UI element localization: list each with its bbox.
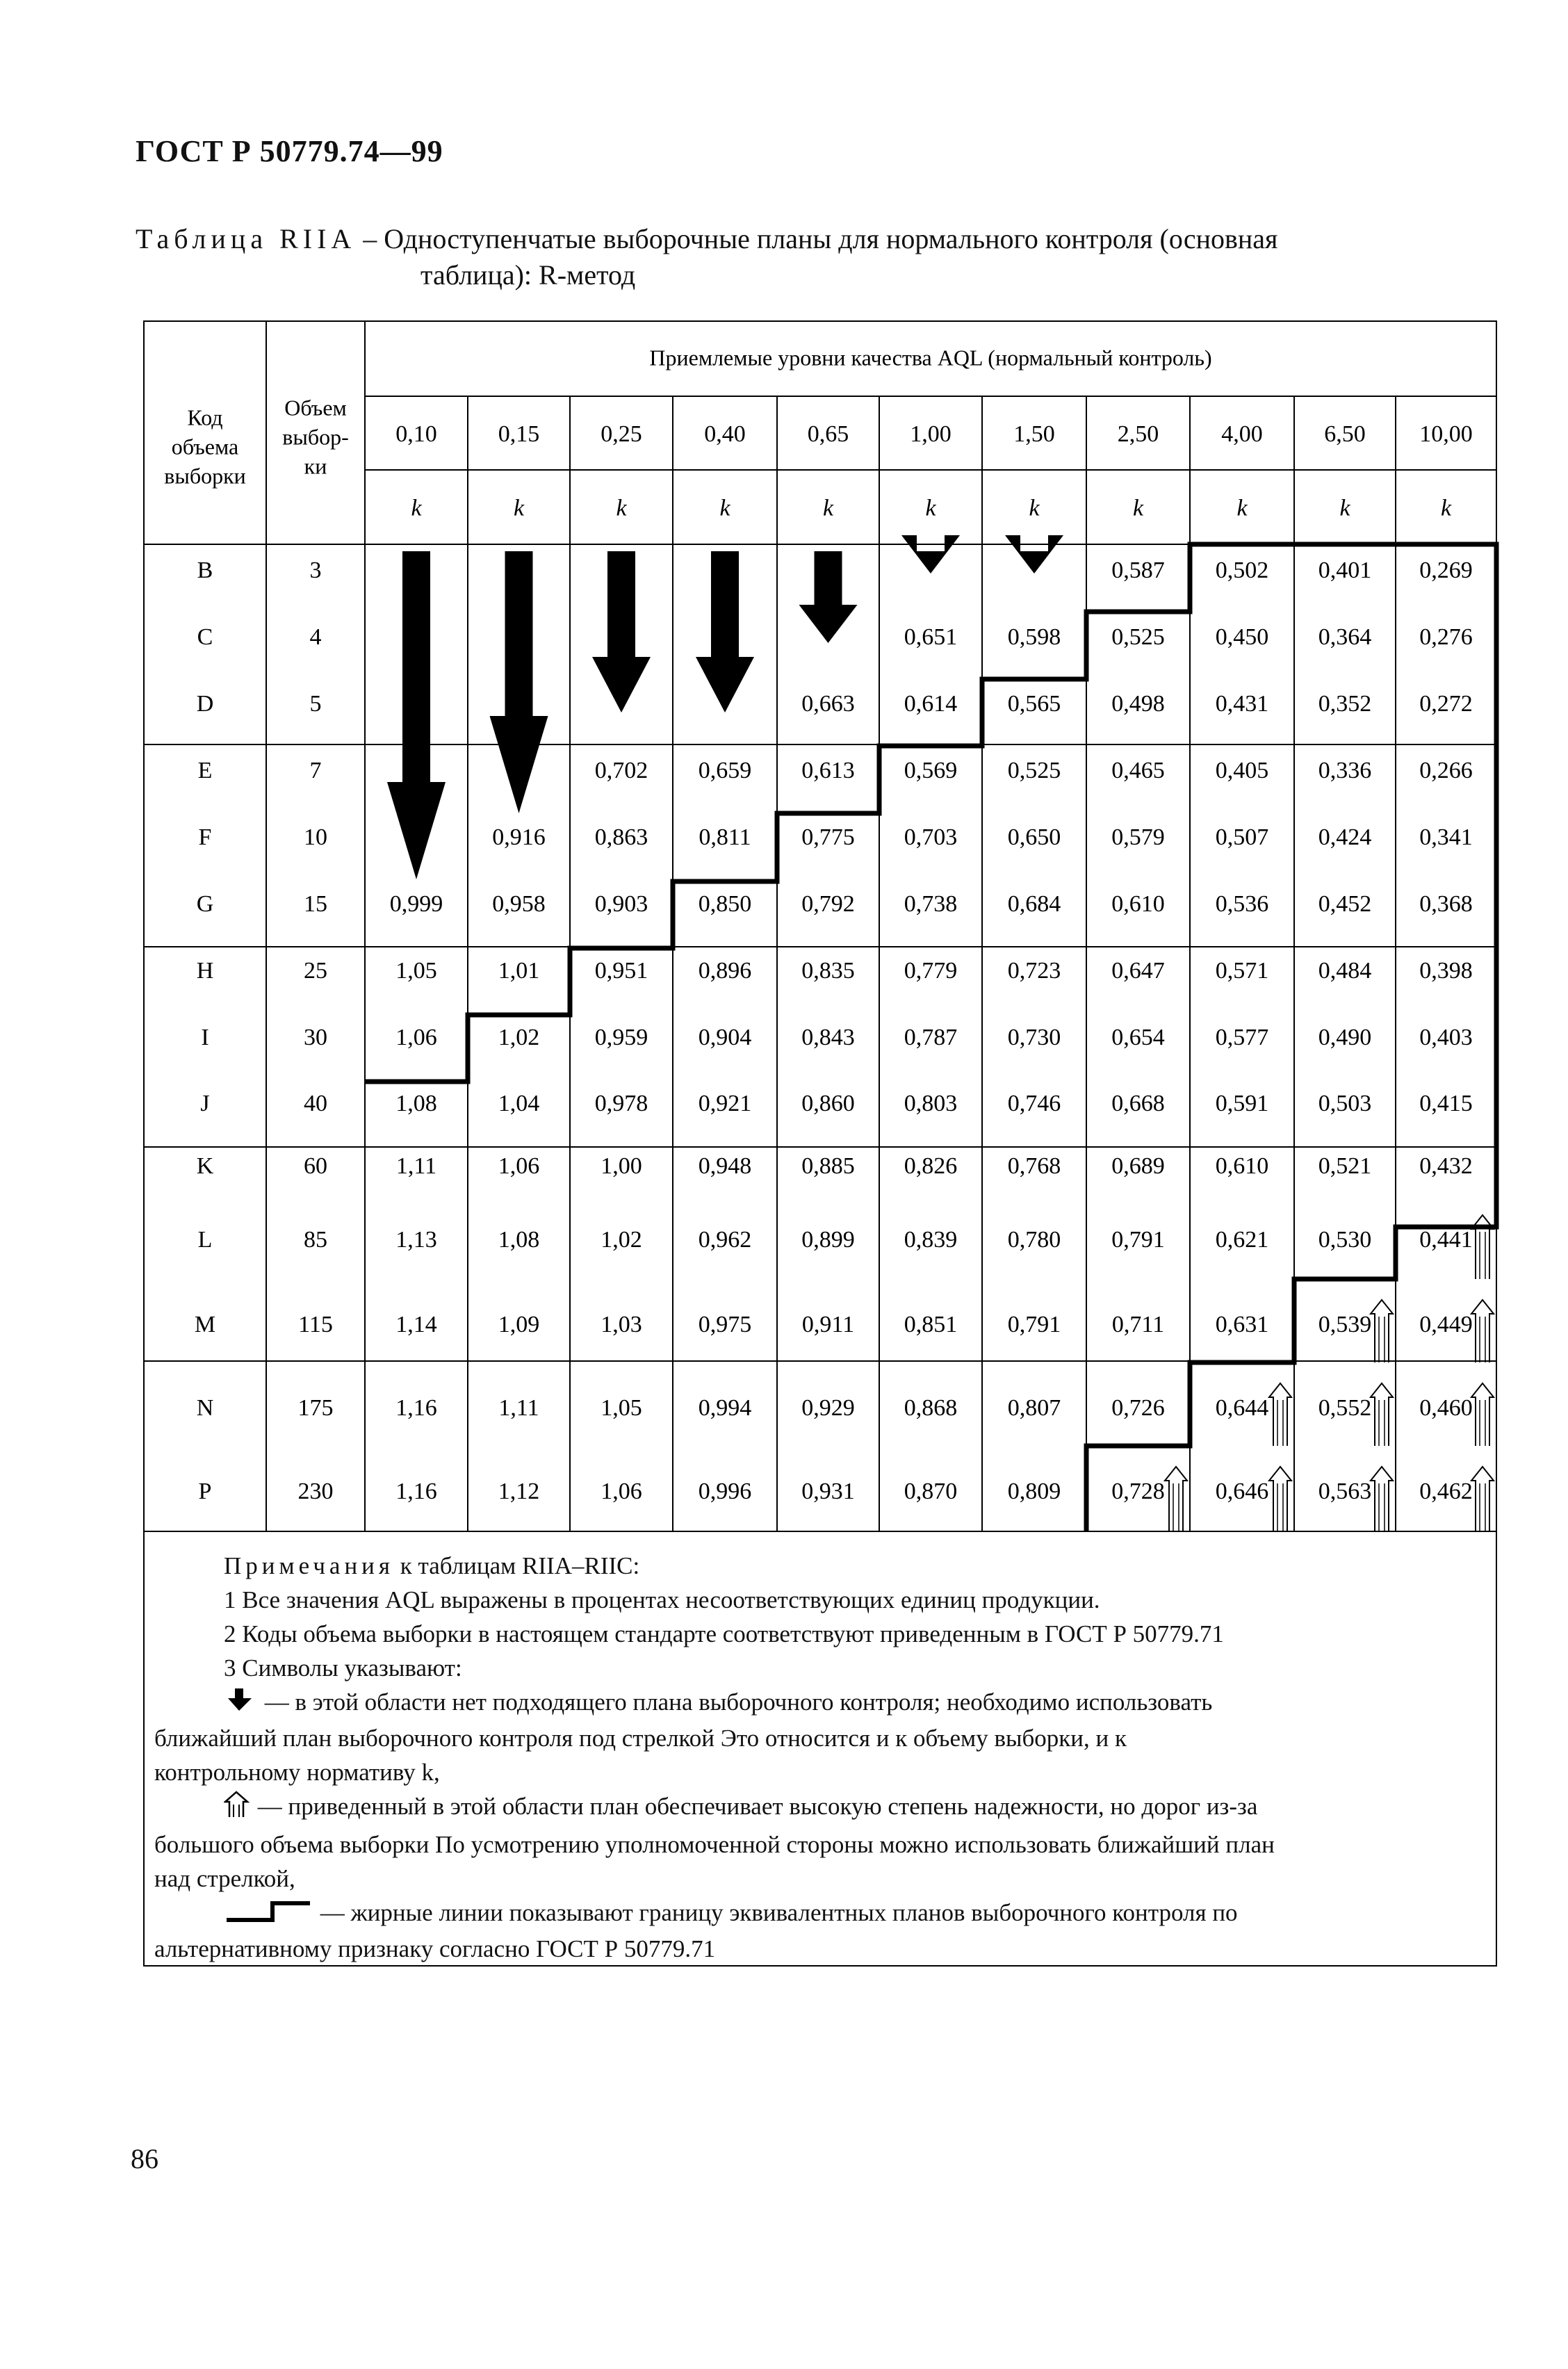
k-value: 0,791 [1111,1226,1165,1253]
down-arrow-icon [696,551,754,713]
aql-level: 0,65 [807,421,849,447]
up-arrow-icon [1277,1483,1283,1531]
k-value: 0,525 [1111,624,1165,650]
aql-level: 6,50 [1324,421,1366,447]
code-header: Код [187,405,223,430]
k-value: 0,951 [594,957,648,984]
caption-lead: Таблица RIIA [136,223,357,254]
row-size: 15 [304,890,327,917]
down-arrow-icon [490,551,548,813]
notes-title [154,1549,1506,1583]
row-code: M [194,1311,216,1337]
k-value: 0,931 [801,1478,855,1504]
note-symbol-boundary-text-b: альтернативному признаку согласно ГОСТ Р 50779.71 [154,1935,716,1963]
note-symbol-down [154,1685,1506,1721]
k-value: 0,432 [1419,1153,1473,1179]
row-size: 115 [298,1311,333,1337]
aql-level: 10,00 [1419,421,1473,447]
k-value: 0,711 [1111,1311,1165,1337]
aql-level: 0,25 [601,421,642,447]
k-value: 0,269 [1419,557,1473,583]
k-value: 1,16 [395,1394,437,1421]
k-value: 0,403 [1419,1024,1473,1050]
up-arrow-icon [1371,1300,1393,1362]
row-code: D [196,690,214,717]
k-label: k [1236,495,1248,521]
k-value: 0,569 [904,757,958,783]
k-value: 0,368 [1419,890,1473,917]
k-value: 0,929 [801,1394,855,1421]
up-arrow-icon [1371,1467,1393,1531]
k-value: 0,651 [904,624,958,650]
k-value: 0,502 [1215,557,1269,583]
k-value: 0,811 [699,824,751,850]
k-value: 0,996 [698,1478,752,1504]
k-value: 0,863 [594,824,648,850]
notes-title-word: Примечания [224,1552,395,1579]
row-size: 175 [297,1394,334,1421]
k-value: 0,341 [1419,824,1473,850]
down-arrow-icon [224,1687,259,1721]
row-size: 85 [304,1226,327,1253]
up-arrow-icon [1480,1483,1485,1531]
aql-level: 0,10 [395,421,437,447]
k-value: 0,631 [1215,1311,1269,1337]
k-label: k [1132,495,1144,521]
k-value: 0,728 [1111,1478,1165,1504]
k-value: 1,04 [498,1090,540,1116]
k-value: 0,646 [1215,1478,1269,1504]
k-value: 0,775 [801,824,855,850]
k-value: 0,621 [1215,1226,1269,1253]
k-value: 0,401 [1318,557,1372,583]
up-arrow-icon [1371,1383,1393,1446]
k-value: 0,787 [904,1024,958,1050]
up-arrow-icon [1165,1467,1187,1531]
down-arrow-icon [1005,535,1063,573]
aql-level: 1,00 [910,421,952,447]
k-value: 0,659 [698,757,752,783]
row-size: 25 [304,957,327,984]
row-code: I [201,1024,209,1050]
k-value: 0,684 [1007,890,1061,917]
k-value: 1,16 [395,1478,437,1504]
k-value: 0,490 [1318,1024,1372,1050]
k-value: 1,12 [498,1478,540,1504]
k-value: 1,02 [498,1024,540,1050]
row-code: C [197,624,213,650]
row-code: E [197,757,213,783]
k-value: 0,614 [904,690,958,717]
k-value: 0,525 [1007,757,1061,783]
k-value: 0,803 [904,1090,958,1116]
k-value: 0,768 [1007,1153,1061,1179]
k-value: 0,364 [1318,624,1372,650]
caption-line2: таблица): R-метод [420,259,636,291]
k-value: 0,336 [1318,757,1372,783]
up-arrow-icon [224,1791,252,1827]
k-value: 1,06 [601,1478,642,1504]
k-label: k [411,495,422,521]
k-value: 0,647 [1111,957,1165,984]
k-value: 0,746 [1007,1090,1061,1116]
k-value: 1,08 [395,1090,437,1116]
k-value: 0,450 [1215,624,1269,650]
k-value: 0,826 [904,1153,958,1179]
k-value: 1,13 [395,1226,437,1253]
note-symbol-up-text-c: над стрелкой, [154,1864,295,1892]
k-label: k [822,495,834,521]
up-arrow-icon [1471,1300,1494,1362]
k-value: 0,730 [1007,1024,1061,1050]
k-value: 0,539 [1318,1311,1372,1337]
aql-level: 0,40 [704,421,746,447]
k-value: 1,11 [498,1394,539,1421]
k-label: k [1440,495,1452,521]
k-value: 0,723 [1007,957,1061,984]
up-arrow-icon [1480,1317,1485,1362]
k-value: 0,702 [594,757,648,783]
note-symbol-up [154,1789,1506,1827]
k-label: k [719,495,730,521]
k-value: 0,792 [801,890,855,917]
k-value: 0,738 [904,890,958,917]
k-value: 0,726 [1111,1394,1165,1421]
k-value: 0,449 [1419,1311,1473,1337]
k-value: 1,01 [498,957,540,984]
caption-line1: – Одноступенчатые выборочные планы для нормального контроля (основная [356,223,1278,254]
k-value: 0,850 [698,890,752,917]
k-value: 1,05 [601,1394,642,1421]
k-value: 0,779 [904,957,958,984]
k-value: 0,791 [1007,1311,1061,1337]
k-value: 0,591 [1215,1090,1269,1116]
k-value: 0,903 [594,890,648,917]
k-value: 0,460 [1419,1394,1473,1421]
k-value: 1,00 [601,1153,642,1179]
k-value: 0,916 [492,824,546,850]
k-value: 0,266 [1419,757,1473,783]
k-value: 0,689 [1111,1153,1165,1179]
k-value: 0,577 [1215,1024,1269,1050]
row-size: 5 [309,690,322,717]
up-arrow-icon [1173,1483,1179,1531]
note-symbol-down-text-b: ближайший план выборочного контроля под стрелкой Это относится и к объему выборки, и к [154,1725,1127,1752]
k-value: 0,809 [1007,1478,1061,1504]
k-value: 0,571 [1215,957,1269,984]
k-value: 0,610 [1215,1153,1269,1179]
k-value: 0,921 [698,1090,752,1116]
up-arrow-icon [1471,1467,1494,1531]
aql-level: 0,15 [498,421,540,447]
notes-title-rest: к таблицам RIIA–RIIC: [394,1552,640,1579]
k-value: 0,598 [1007,624,1061,650]
k-value: 0,613 [801,757,855,783]
k-value: 0,962 [698,1226,752,1253]
aql-header: Приемлемые уровни качества AQL (нормальный контроль) [649,345,1212,371]
k-value: 1,14 [395,1311,437,1337]
k-value: 0,452 [1318,890,1372,917]
k-value: 0,948 [698,1153,752,1179]
k-value: 0,398 [1419,957,1473,984]
k-value: 0,507 [1215,824,1269,850]
k-value: 1,02 [601,1226,642,1253]
page-number: 86 [131,2143,158,2174]
k-value: 0,650 [1007,824,1061,850]
row-code: K [196,1153,214,1179]
k-value: 0,462 [1419,1478,1473,1504]
k-value: 0,959 [594,1024,648,1050]
k-label: k [616,495,627,521]
k-label: k [513,495,525,521]
k-value: 0,484 [1318,957,1372,984]
k-value: 1,11 [395,1153,437,1179]
k-value: 0,587 [1111,557,1165,583]
up-arrow-icon [1379,1317,1385,1362]
k-value: 0,565 [1007,690,1061,717]
k-value: 0,465 [1111,757,1165,783]
note-symbol-up-text-b: большого объема выборки По усмотрению уполномоченной стороны можно использовать ближайший план [154,1830,1275,1858]
k-value: 0,839 [904,1226,958,1253]
k-value: 0,352 [1318,690,1372,717]
k-value: 0,668 [1111,1090,1165,1116]
k-value: 0,663 [801,690,855,717]
row-code: G [196,890,214,917]
k-value: 0,536 [1215,890,1269,917]
down-arrow-icon [799,551,858,643]
down-arrow-icon [901,535,960,573]
k-value: 0,424 [1318,824,1372,850]
k-value: 0,498 [1111,690,1165,717]
size-header: Объем [284,395,347,421]
row-code: H [196,957,214,984]
row-code: J [200,1090,210,1116]
row-code: F [198,824,212,850]
k-value: 1,09 [498,1311,540,1337]
note-1: 1 Все значения AQL выражены в процентах несоответствующих единиц продукции. [224,1586,1100,1613]
k-value: 1,06 [395,1024,437,1050]
row-size: 60 [304,1153,327,1179]
note-symbol-up-text-a: — приведенный в этой области план обеспечивает высокую степень надежности, но дорог из-за [252,1793,1258,1821]
note-symbol-boundary-text-a: — жирные линии показывают границу эквивалентных планов выборочного контроля по [314,1898,1238,1926]
k-value: 0,994 [698,1394,752,1421]
k-value: 1,08 [498,1226,540,1253]
k-label: k [1029,495,1040,521]
k-value: 0,405 [1215,757,1269,783]
k-value: 0,851 [904,1311,958,1337]
code-header: выборки [164,463,246,489]
note-2: 2 Коды объема выборки в настоящем стандарте соответствуют приведенным в ГОСТ Р 50779.71 [224,1620,1224,1647]
up-arrow-icon [1379,1483,1385,1531]
k-value: 0,896 [698,957,752,984]
k-value: 0,530 [1318,1226,1372,1253]
up-arrow-icon [1480,1232,1485,1279]
up-arrow-icon [1269,1383,1291,1446]
k-value: 0,904 [698,1024,752,1050]
down-arrow-icon [592,551,651,713]
k-value: 0,978 [594,1090,648,1116]
k-value: 0,272 [1419,690,1473,717]
k-value: 0,860 [801,1090,855,1116]
boundary-line-icon [224,1898,314,1932]
k-value: 0,885 [801,1153,855,1179]
k-value: 0,911 [801,1311,855,1337]
k-label: k [1339,495,1350,521]
k-value: 0,431 [1215,690,1269,717]
row-code: B [197,557,213,583]
note-symbol-boundary [154,1896,1506,1932]
k-value: 0,975 [698,1311,752,1337]
row-code: L [197,1226,213,1253]
k-value: 0,843 [801,1024,855,1050]
k-label: k [925,495,936,521]
k-value: 0,415 [1419,1090,1473,1116]
note-symbol-down-text-a: — в этой области нет подходящего плана выборочного контроля; необходимо использовать [259,1688,1213,1716]
k-value: 1,06 [498,1153,540,1179]
k-value: 0,654 [1111,1024,1165,1050]
up-arrow-icon [1379,1400,1385,1446]
k-value: 0,276 [1419,624,1473,650]
k-value: 0,807 [1007,1394,1061,1421]
down-arrow-icon [387,551,446,879]
row-size: 40 [304,1090,327,1116]
k-value: 1,05 [395,957,437,984]
k-value: 0,868 [904,1394,958,1421]
k-value: 0,563 [1318,1478,1372,1504]
k-value: 0,870 [904,1478,958,1504]
k-value: 0,579 [1111,824,1165,850]
row-code: P [198,1478,212,1504]
size-header: выбор- [282,424,349,450]
up-arrow-icon [1277,1400,1283,1446]
size-header: ки [304,453,327,479]
k-value: 0,958 [492,890,546,917]
k-value: 0,441 [1419,1226,1473,1253]
k-value: 0,552 [1318,1394,1372,1421]
k-value: 1,03 [601,1311,642,1337]
aql-level: 4,00 [1221,421,1263,447]
code-header: объема [171,434,239,459]
row-size: 4 [309,624,322,650]
k-value: 0,999 [389,890,443,917]
k-value: 0,644 [1215,1394,1269,1421]
aql-level: 1,50 [1013,421,1055,447]
row-size: 230 [297,1478,334,1504]
up-arrow-icon [1269,1467,1291,1531]
note-symbol-down-text-c: контрольному нормативу k, [154,1759,440,1786]
k-value: 0,503 [1318,1090,1372,1116]
row-size: 10 [304,824,327,850]
k-value: 0,899 [801,1226,855,1253]
note-3: 3 Символы указывают: [224,1654,462,1682]
up-arrow-icon [1480,1400,1485,1446]
k-value: 0,835 [801,957,855,984]
k-value: 0,780 [1007,1226,1061,1253]
k-value: 0,703 [904,824,958,850]
notes [154,1549,1506,1966]
k-value: 0,610 [1111,890,1165,917]
k-value: 0,521 [1318,1153,1372,1179]
aql-level: 2,50 [1117,421,1159,447]
row-size: 30 [304,1024,327,1050]
row-size: 3 [309,557,322,583]
row-size: 7 [309,757,322,783]
up-arrow-icon [1471,1383,1494,1446]
document-header: ГОСТ Р 50779.74—99 [136,134,443,168]
row-code: N [196,1394,214,1421]
